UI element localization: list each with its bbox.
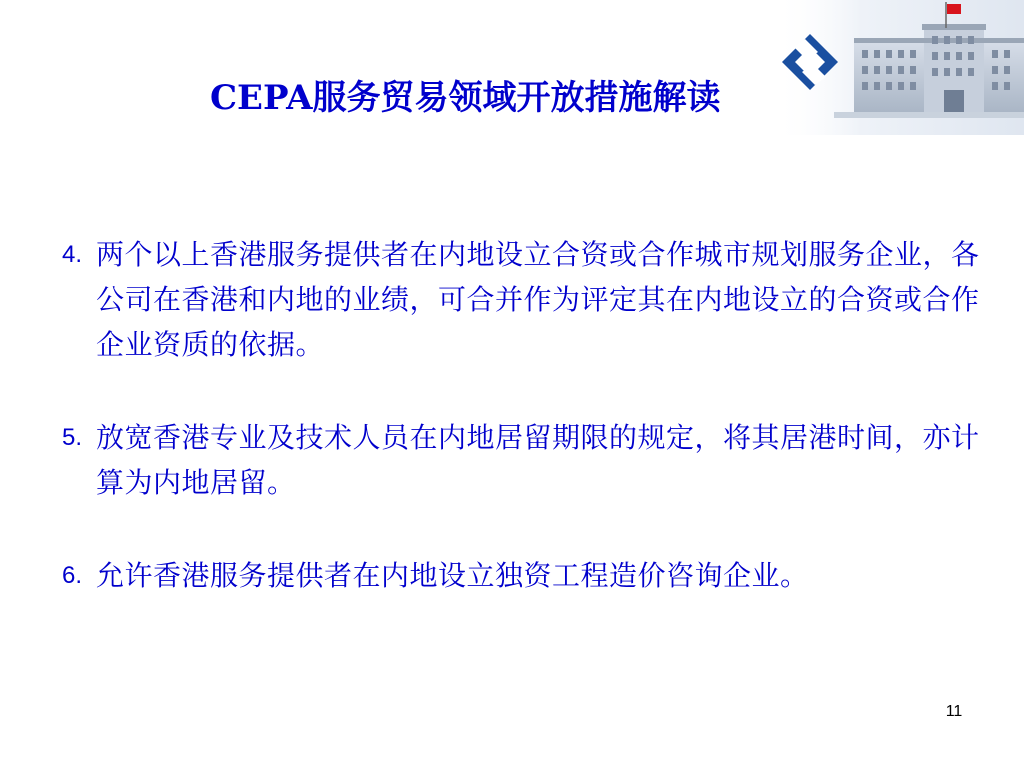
item-number: 5. bbox=[62, 424, 83, 451]
list-item bbox=[62, 415, 982, 505]
item-text: 放宽香港专业及技术人员在内地居留期限的规定，将其居港时间，亦计算为内地居留。 bbox=[96, 421, 980, 499]
item-text: 允许香港服务提供者在内地设立独资工程造价咨询企业。 bbox=[96, 559, 809, 592]
item-number: 6. bbox=[62, 562, 83, 589]
slide-body bbox=[62, 232, 982, 598]
item-text: 两个以上香港服务提供者在内地设立合资或合作城市规划服务企业，各公司在香港和内地的业绩，可合并作为评定其在内地设立的合资或合作企业资质的依据。 bbox=[96, 238, 980, 361]
item-number: 4. bbox=[62, 241, 83, 268]
page-number: 11 bbox=[945, 703, 963, 720]
list-item bbox=[62, 553, 982, 598]
slide-title: CEPA服务贸易领域开放措施解读 bbox=[210, 78, 721, 118]
government-building-image bbox=[834, 24, 1024, 118]
list-item bbox=[62, 232, 982, 367]
